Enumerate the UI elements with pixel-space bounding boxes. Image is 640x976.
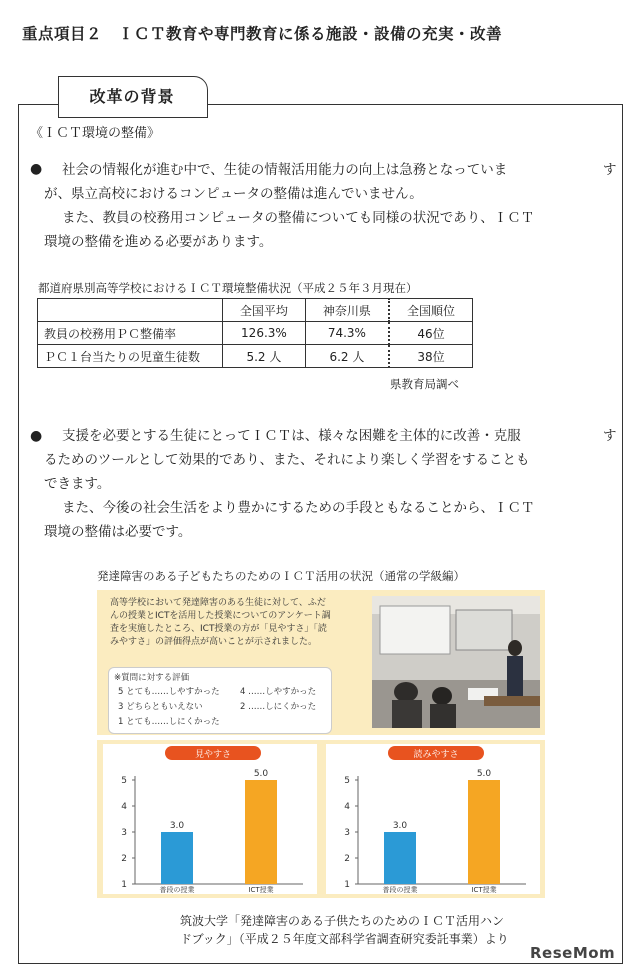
bar-value-label: 5.0: [476, 769, 492, 779]
y-tick-label: 2: [121, 854, 127, 864]
bullet-icon: ●: [30, 161, 43, 177]
table-row: [38, 345, 473, 368]
para2-line2: るためのツールとして効果的であり、また、それにより楽しく学習をすることも: [44, 452, 530, 468]
evaluation-item: 2 ……しにくかった: [240, 702, 317, 712]
table-cell: 46位: [389, 322, 473, 345]
chart-card-left: [103, 744, 317, 894]
y-tick-label: 5: [121, 776, 127, 786]
figure-description-line: 査を実施したところ、ICT授業の方が「見やすさ」「読: [110, 624, 327, 634]
y-tick-label: 3: [121, 828, 127, 838]
table-cell: 5.2 人: [223, 345, 306, 368]
evaluation-item: 1 とても……しにくかった: [118, 717, 220, 727]
chart-title: 見やすさ: [194, 750, 232, 760]
y-tick-label: 2: [344, 854, 350, 864]
table-header-cell: [38, 299, 223, 322]
chart-card-right: [326, 744, 540, 894]
bullet-icon: ●: [30, 428, 43, 444]
y-tick-label: 4: [121, 802, 127, 812]
table-cell: 6.2 人: [305, 345, 389, 368]
page-heading: 重点項目２ ＩＣＴ教育や専門教育に係る施設・設備の充実・改善: [22, 25, 503, 43]
evaluation-item: 5 とても……しやすかった: [118, 687, 220, 697]
para2-line1: 支援を必要とする生徒にとってＩＣＴは、様々な困難を主体的に改善・克服: [62, 428, 521, 444]
x-category-label: ICT授業: [248, 886, 274, 894]
table-source: 県教育局調べ: [390, 377, 459, 391]
bar: [468, 780, 500, 884]
para1-line1-tail: す: [603, 162, 617, 178]
para2-line3: できます。: [44, 476, 111, 492]
bar: [161, 832, 193, 884]
chart-visibility: [103, 744, 317, 894]
y-tick-label: 1: [121, 880, 127, 890]
classroom-photo-illustration: [372, 596, 540, 728]
para1-line2: が、県立高校におけるコンピュータの整備は進んでいません。: [44, 186, 423, 202]
bar: [384, 832, 416, 884]
table-header-cell: 全国順位: [389, 299, 473, 322]
para2-line1-tail: す: [603, 428, 617, 444]
y-tick-label: 1: [344, 880, 350, 890]
bar-value-label: 5.0: [253, 769, 269, 779]
table-header-row: [38, 299, 473, 322]
figure-description: [110, 597, 372, 649]
evaluation-item: 4 ……しやすかった: [240, 687, 317, 697]
para1-line1: 社会の情報化が進む中で、生徒の情報活用能力の向上は急務となっていま: [62, 162, 508, 178]
x-category-label: ICT授業: [471, 886, 497, 894]
table-cell: ＰＣ１台当たりの児童生徒数: [38, 345, 223, 368]
table-cell: 74.3%: [305, 322, 389, 345]
table-caption: 都道府県別高等学校におけるＩＣＴ環境整備状況（平成２５年３月現在）: [38, 281, 418, 295]
evaluation-item: 3 どちらともいえない: [118, 702, 203, 712]
section-tag-label: 改革の背景: [89, 87, 175, 106]
table-row: [38, 322, 473, 345]
para2-line4: また、今後の社会生活をより豊かにするための手段ともなることから、ＩＣＴ: [62, 500, 535, 516]
table-header-cell: 全国平均: [223, 299, 306, 322]
chart-title: 読みやすさ: [413, 750, 459, 760]
table-cell: 126.3%: [223, 322, 306, 345]
para2-line5: 環境の整備は必要です。: [44, 524, 192, 540]
bar-value-label: 3.0: [169, 821, 185, 831]
figure-description-line: んの授業とICTを活用した授業についてのアンケート調: [110, 611, 331, 621]
ict-stats-table: [37, 298, 473, 368]
x-category-label: 普段の授業: [382, 886, 418, 894]
bar-value-label: 3.0: [392, 821, 408, 831]
y-tick-label: 5: [344, 776, 350, 786]
para1-line4: 環境の整備を進める必要があります。: [44, 234, 273, 250]
table-cell: 38位: [389, 345, 473, 368]
subheading-ict-environment: 《ＩＣＴ環境の整備》: [30, 126, 161, 141]
resemom-logo: ReseMom: [530, 944, 616, 962]
figure-title: 発達障害のある子どもたちのためのＩＣＴ活用の状況（通常の学級編）: [97, 569, 465, 583]
evaluation-title: ※質問に対する評価: [114, 673, 190, 683]
bar: [245, 780, 277, 884]
chart-readability: [326, 744, 540, 894]
x-category-label: 普段の授業: [159, 886, 195, 894]
y-tick-label: 3: [344, 828, 350, 838]
citation-line1: 筑波大学「発達障害のある子供たちのためのＩＣＴ活用ハン: [180, 914, 505, 928]
figure-description-line: みやすさ」の評価得点が高いことが示されました。: [110, 637, 318, 647]
table-cell: 教員の校務用ＰＣ整備率: [38, 322, 223, 345]
table-header-cell: 神奈川県: [305, 299, 389, 322]
y-tick-label: 4: [344, 802, 350, 812]
figure-description-line: 高等学校において発達障害のある生徒に対して、ふだ: [110, 598, 326, 608]
para1-line3: また、教員の校務用コンピュータの整備についても同様の状況であり、ＩＣＴ: [62, 210, 535, 226]
classroom-photo: [372, 596, 540, 728]
citation-line2: ドブック」（平成２５年度文部科学省調査研究委託事業）より: [180, 932, 509, 946]
